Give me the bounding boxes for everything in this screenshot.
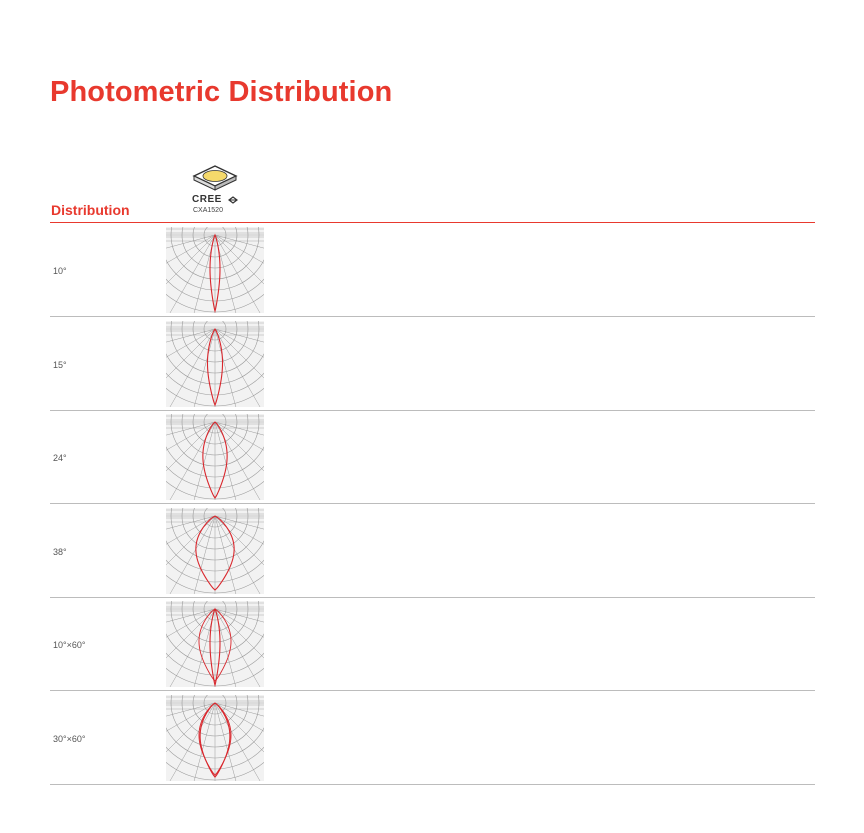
polar-grid (166, 508, 264, 594)
led-model: CXA1520 (193, 207, 223, 214)
distribution-row (50, 410, 815, 504)
beam-angle-label: 10°×60° (53, 640, 86, 651)
beam-angle-label: 24° (53, 453, 67, 464)
polar-diagram (166, 695, 264, 781)
grid-spoke (215, 703, 264, 781)
grid-spoke (215, 703, 264, 734)
grid-spoke (166, 235, 215, 266)
cree-logo-icon (228, 196, 238, 204)
grid-spoke (166, 609, 215, 687)
distribution-row (50, 223, 815, 317)
grid-spoke (215, 609, 264, 687)
polar-diagram (166, 321, 264, 407)
grid-spoke (215, 235, 264, 313)
polar-diagram (166, 227, 264, 313)
grid-spoke (166, 235, 215, 313)
row-divider (50, 784, 815, 785)
grid-spoke (215, 516, 246, 594)
grid-spoke (166, 235, 215, 313)
grid-spoke (215, 422, 264, 453)
distribution-row (50, 691, 815, 785)
grid-spoke (166, 609, 215, 687)
grid-spoke (166, 516, 215, 547)
beam-angle-label: 38° (53, 546, 67, 557)
grid-spoke (215, 703, 264, 781)
grid-spoke (215, 516, 264, 594)
polar-grid (166, 227, 264, 313)
brand-name: CREE (192, 194, 222, 205)
grid-spoke (215, 516, 264, 594)
page-title: Photometric Distribution (50, 76, 393, 108)
grid-spoke (215, 235, 264, 313)
grid-spoke (166, 703, 215, 781)
grid-spoke (166, 703, 215, 781)
distribution-row (50, 504, 815, 598)
grid-spoke (166, 609, 215, 640)
grid-spoke (166, 516, 215, 594)
polar-diagram (166, 414, 264, 500)
polar-grid (166, 695, 264, 781)
distribution-row (50, 597, 815, 691)
beam-angle-label: 15° (53, 359, 67, 370)
polar-diagram (166, 508, 264, 594)
grid-spoke (166, 422, 215, 453)
polar-grid (166, 414, 264, 500)
grid-spoke (166, 703, 215, 734)
polar-grid (166, 321, 264, 407)
beam-angle-label: 30°×60° (53, 734, 86, 744)
grid-spoke (184, 516, 215, 594)
distribution-row (50, 317, 815, 411)
beam-angle-label: 10° (53, 266, 67, 276)
grid-spoke (166, 516, 215, 594)
polar-diagram (166, 601, 264, 687)
grid-spoke (215, 609, 264, 640)
distribution-column-header: Distribution (51, 202, 130, 218)
grid-spoke (215, 516, 264, 547)
grid-spoke (215, 609, 264, 687)
grid-spoke (215, 235, 264, 266)
polar-grid (166, 601, 264, 687)
